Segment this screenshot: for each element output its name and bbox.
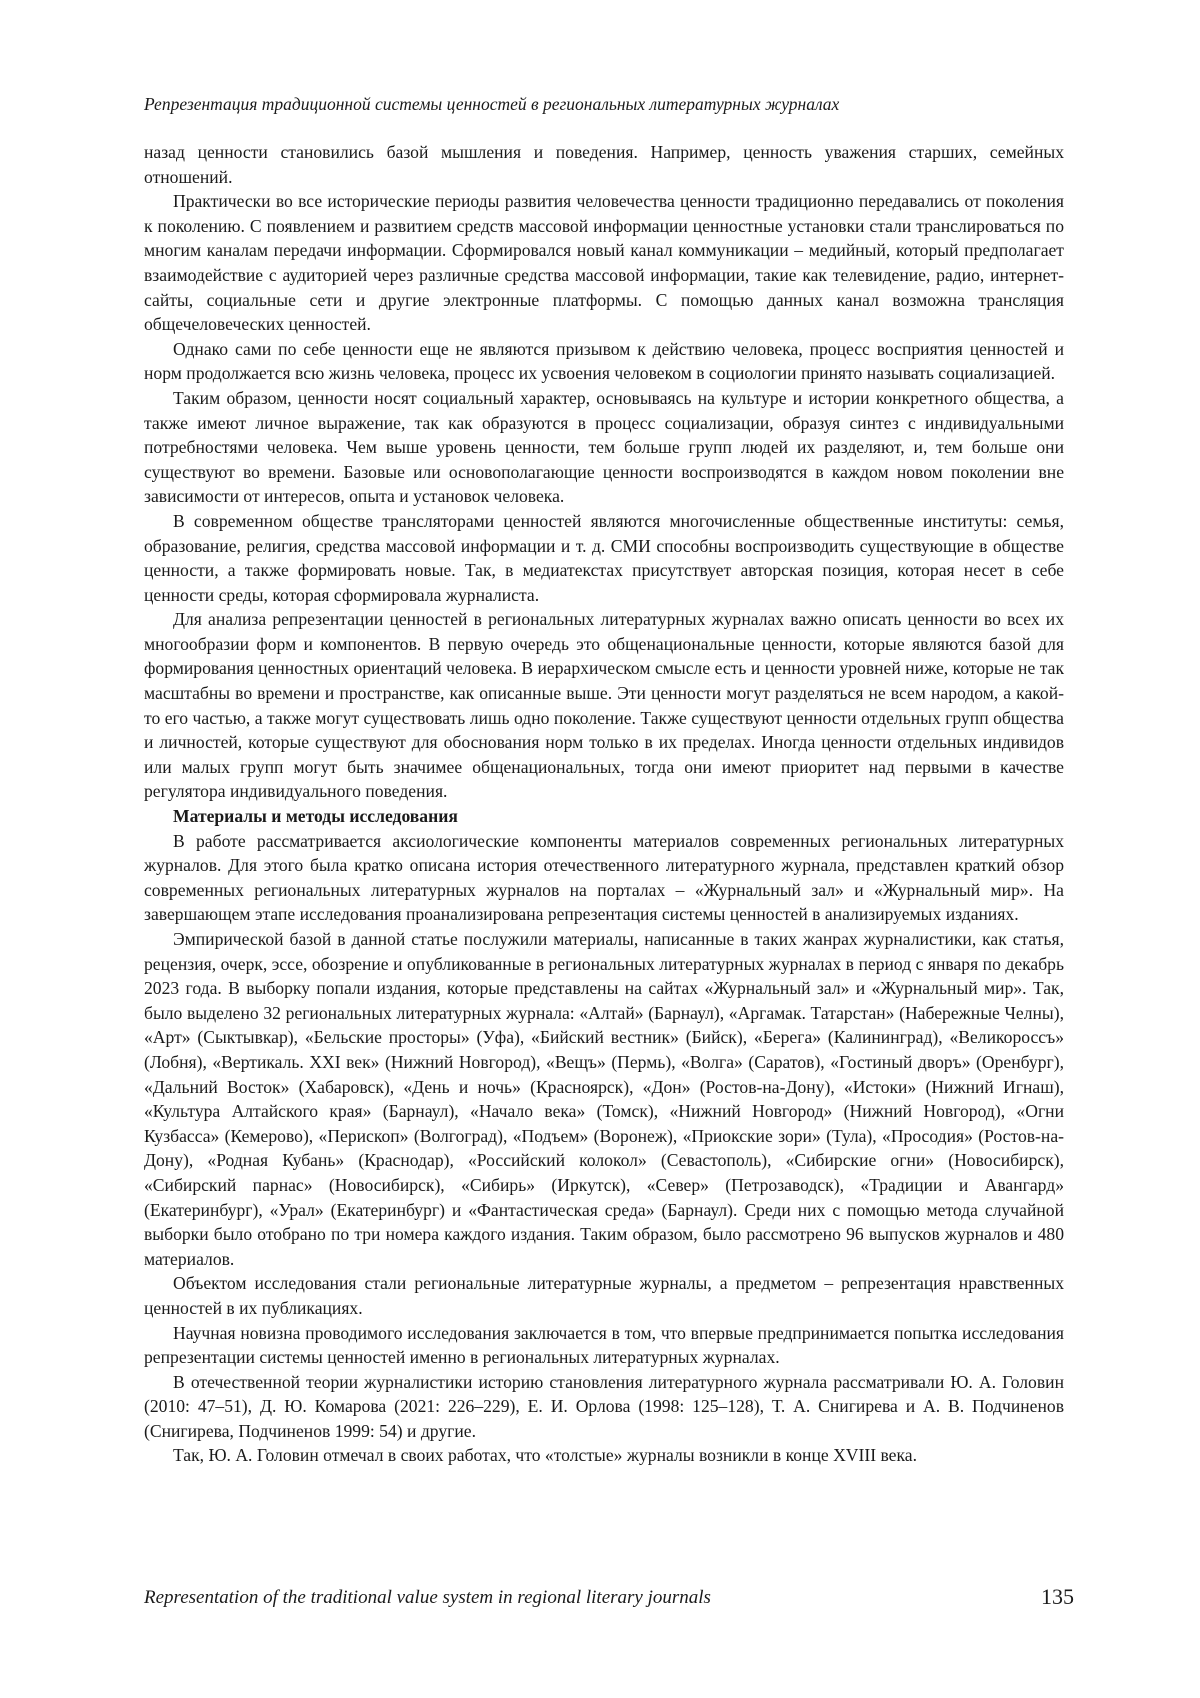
page-number: 135 (1041, 1584, 1074, 1609)
article-body (144, 140, 1064, 1468)
footer-english-title: Representation of the traditional value system in regional literary journals (144, 1587, 711, 1608)
paragraph: Научная новизна проводимого исследования заключается в том, что впервые предпринимается попытка исследования репрезентации системы ценностей именно в региональных литературных журналах. (144, 1322, 1064, 1368)
paragraph: Так, Ю. А. Головин отмечал в своих работах, что «толстые» журналы возникли в конце XVIII века. (173, 1445, 917, 1466)
paragraph: В отечественной теории журналистики историю становления литературного журнала рассматривали Ю. А. Головин (2010: 47–51), Д. Ю. Комарова (2021: 226–229), Е. И. Орлова (1998: 125–128), Т. А. Снигирева и А. В. Подчиненов (Снигирева, Подчиненов 1999: 54) и другие. (144, 1371, 1064, 1441)
paragraph: В современном обществе трансляторами ценностей являются многочисленные общественные институты: семья, образование, религия, средства массовой информации и т. д. СМИ способны воспроизводить существующие в обществе ценности, а также формировать новые. Так, в медиатекстах присутствует авторская позиция, которая несет в себе ценности среды, которая сформировала журналиста. (144, 510, 1064, 605)
paragraph: Практически во все исторические периоды развития человечества ценности традиционно передавались от поколения к поколению. С появлением и развитием средств массовой информации ценностные установки стали транслироваться по многим каналам передачи информации. Сформировался новый канал коммуникации – медийный, который предполагает взаимодействие с аудиторией через различные средства массовой информации, такие как телевидение, радио, интернет-сайты, социальные сети и другие электронные платформы. С помощью данных канал возможна трансляция общечеловеческих ценностей. (144, 191, 1064, 335)
running-head: Репрезентация традиционной системы ценностей в региональных литературных журналах (144, 94, 840, 114)
paragraph: Эмпирической базой в данной статье послужили материалы, написанные в таких жанрах журналистики, как статья, рецензия, очерк, эссе, обозрение и опубликованные в региональных литературных журналах в период с января по декабрь 2023 года. В выборку попали издания, которые представлены на сайтах «Журнальный зал» и «Журнальный мир». Так, было выделено 32 региональных литературных журнала: «Алтай» (Барнаул), «Аргамак. Татарстан» (Набережные Челны), «Арт» (Сыктывкар), «Бельские просторы» (Уфа), «Бийский вестник» (Бийск), «Берега» (Калининград), «Великороссъ» (Лобня), «Вертикаль. XXI век» (Нижний Новгород), «Вещъ» (Пермь), «Волга» (Саратов), «Гостиный дворъ» (Оренбург), «Дальний Восток» (Хабаровск), «День и ночь» (Красноярск), «Дон» (Ростов-на-Дону), «Истоки» (Нижний Игнаш), «Культура Алтайского края» (Барнаул), «Начало века» (Томск), «Нижний Новгород» (Нижний Новгород), «Огни Кузбасса» (Кемерово), «Перископ» (Волгоград), «Подъем» (Воронеж), «Приокские зори» (Тула), «Просодия» (Ростов-на-Дону), «Родная Кубань» (Краснодар), «Российский колокол» (Севастополь), «Сибирские огни» (Новосибирск), «Сибирский парнас» (Новосибирск), «Сибирь» (Иркутск), «Север» (Петрозаводск), «Традиции и Авангард» (Екатеринбург), «Урал» (Екатеринбург) и «Фантастическая среда» (Барнаул). Среди них с помощью метода случайной выборки было отобрано по три номера каждого издания. Таким образом, было рассмотрено 96 выпусков журналов и 480 материалов. (144, 929, 1064, 1269)
paragraph: Объектом исследования стали региональные литературные журналы, а предметом – репрезентация нравственных ценностей в их публикациях. (144, 1273, 1064, 1318)
paragraph: Однако сами по себе ценности еще не являются призывом к действию человека, процесс восприятия ценностей и норм продолжается всю жизнь человека, процесс их усвоения человеком в социологии принято называть социализацией. (144, 338, 1064, 384)
paragraph: В работе рассматривается аксиологические компоненты материалов современных региональных литературных журналов. Для этого была кратко описана история отечественного литературного журнала, представлен краткий обзор современных региональных литературных журналов на порталах – «Журнальный зал» и «Журнальный мир». На завершающем этапе исследования проанализирована репрезентация системы ценностей в анализируемых изданиях. (144, 830, 1064, 925)
paragraph-continued: назад ценности становились базой мышления и поведения. Например, ценность уважения старших, семейных отношений. (144, 142, 1064, 187)
paragraph: Таким образом, ценности носят социальный характер, основываясь на культуре и истории конкретного общества, а также имеют личное выражение, так как образуются в процесс социализации, образуя синтез с индивидуальными потребностями человека. Чем выше уровень ценности, тем больше групп людей их разделяют, и, тем больше они существуют во времени. Базовые или основополагающие ценности воспроизводятся в каждом новом поколении вне зависимости от интересов, опыта и установок человека. (144, 387, 1064, 507)
section-heading: Материалы и методы исследования (173, 806, 458, 827)
paragraph: Для анализа репрезентации ценностей в региональных литературных журналах важно описать ценности во всех их многообразии форм и компонентов. В первую очередь это общенациональные ценности, которые являются базой для формирования ценностных ориентаций человека. В иерархическом смысле есть и ценности уровней ниже, которые не так масштабны во времени и пространстве, как описанные выше. Эти ценности могут разделяться не всем народом, а какой-то его частью, а также могут существовать лишь одно поколение. Также существуют ценности отдельных групп общества и личностей, которые существуют для обоснования норм только в их пределах. Иногда ценности отдельных индивидов или малых групп могут быть значимее общенациональных, тогда они имеют приоритет над первыми в качестве регулятора индивидуального поведения. (144, 609, 1064, 802)
